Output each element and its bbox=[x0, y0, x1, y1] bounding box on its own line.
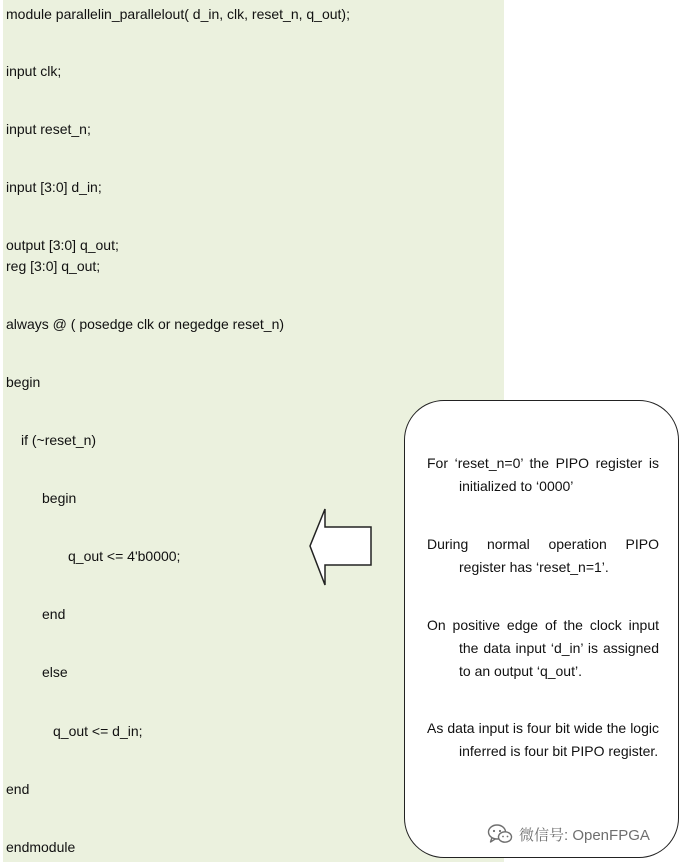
watermark bbox=[487, 823, 650, 845]
code-line-else: else bbox=[42, 664, 68, 680]
left-arrow-icon bbox=[308, 508, 374, 588]
code-line-reset-assign: q_out <= 4'b0000; bbox=[68, 548, 181, 564]
note-reset: For ‘reset_n=0’ the PIPO register is initialized to ‘0000’ bbox=[427, 455, 659, 494]
code-line-reg-qout: reg [3:0] q_out; bbox=[6, 258, 101, 274]
code-line-input-reset: input reset_n; bbox=[6, 121, 91, 137]
code-line-data-assign: q_out <= d_in; bbox=[53, 723, 143, 739]
code-line-endmodule: endmodule bbox=[6, 839, 76, 855]
code-line-module: module parallelin_parallelout( d_in, clk, reset_n, q_out); bbox=[6, 6, 350, 22]
code-line-inner-end: end bbox=[42, 606, 66, 622]
wechat-icon bbox=[487, 823, 513, 845]
notes-box bbox=[404, 400, 679, 858]
code-line-input-clk: input clk; bbox=[6, 63, 62, 79]
code-line-end: end bbox=[6, 781, 30, 797]
note-four-bit: As data input is four bit wide the logic inferred is four bit PIPO register. bbox=[427, 720, 659, 759]
code-line-output-qout: output [3:0] q_out; bbox=[6, 237, 119, 253]
code-line-input-din: input [3:0] d_in; bbox=[6, 179, 102, 195]
watermark-text: 微信号: OpenFPGA bbox=[519, 826, 650, 844]
code-line-inner-begin: begin bbox=[42, 490, 77, 506]
note-normal-operation: During normal operation PIPO register has ‘reset_n=1’. bbox=[427, 536, 659, 575]
code-line-if: if (~reset_n) bbox=[21, 432, 97, 448]
note-positive-edge: On positive edge of the clock input the data input ‘d_in’ is assigned to an output ‘q_out’. bbox=[427, 617, 659, 679]
code-line-begin: begin bbox=[6, 374, 41, 390]
code-line-always: always @ ( posedge clk or negedge reset_n) bbox=[6, 316, 285, 332]
